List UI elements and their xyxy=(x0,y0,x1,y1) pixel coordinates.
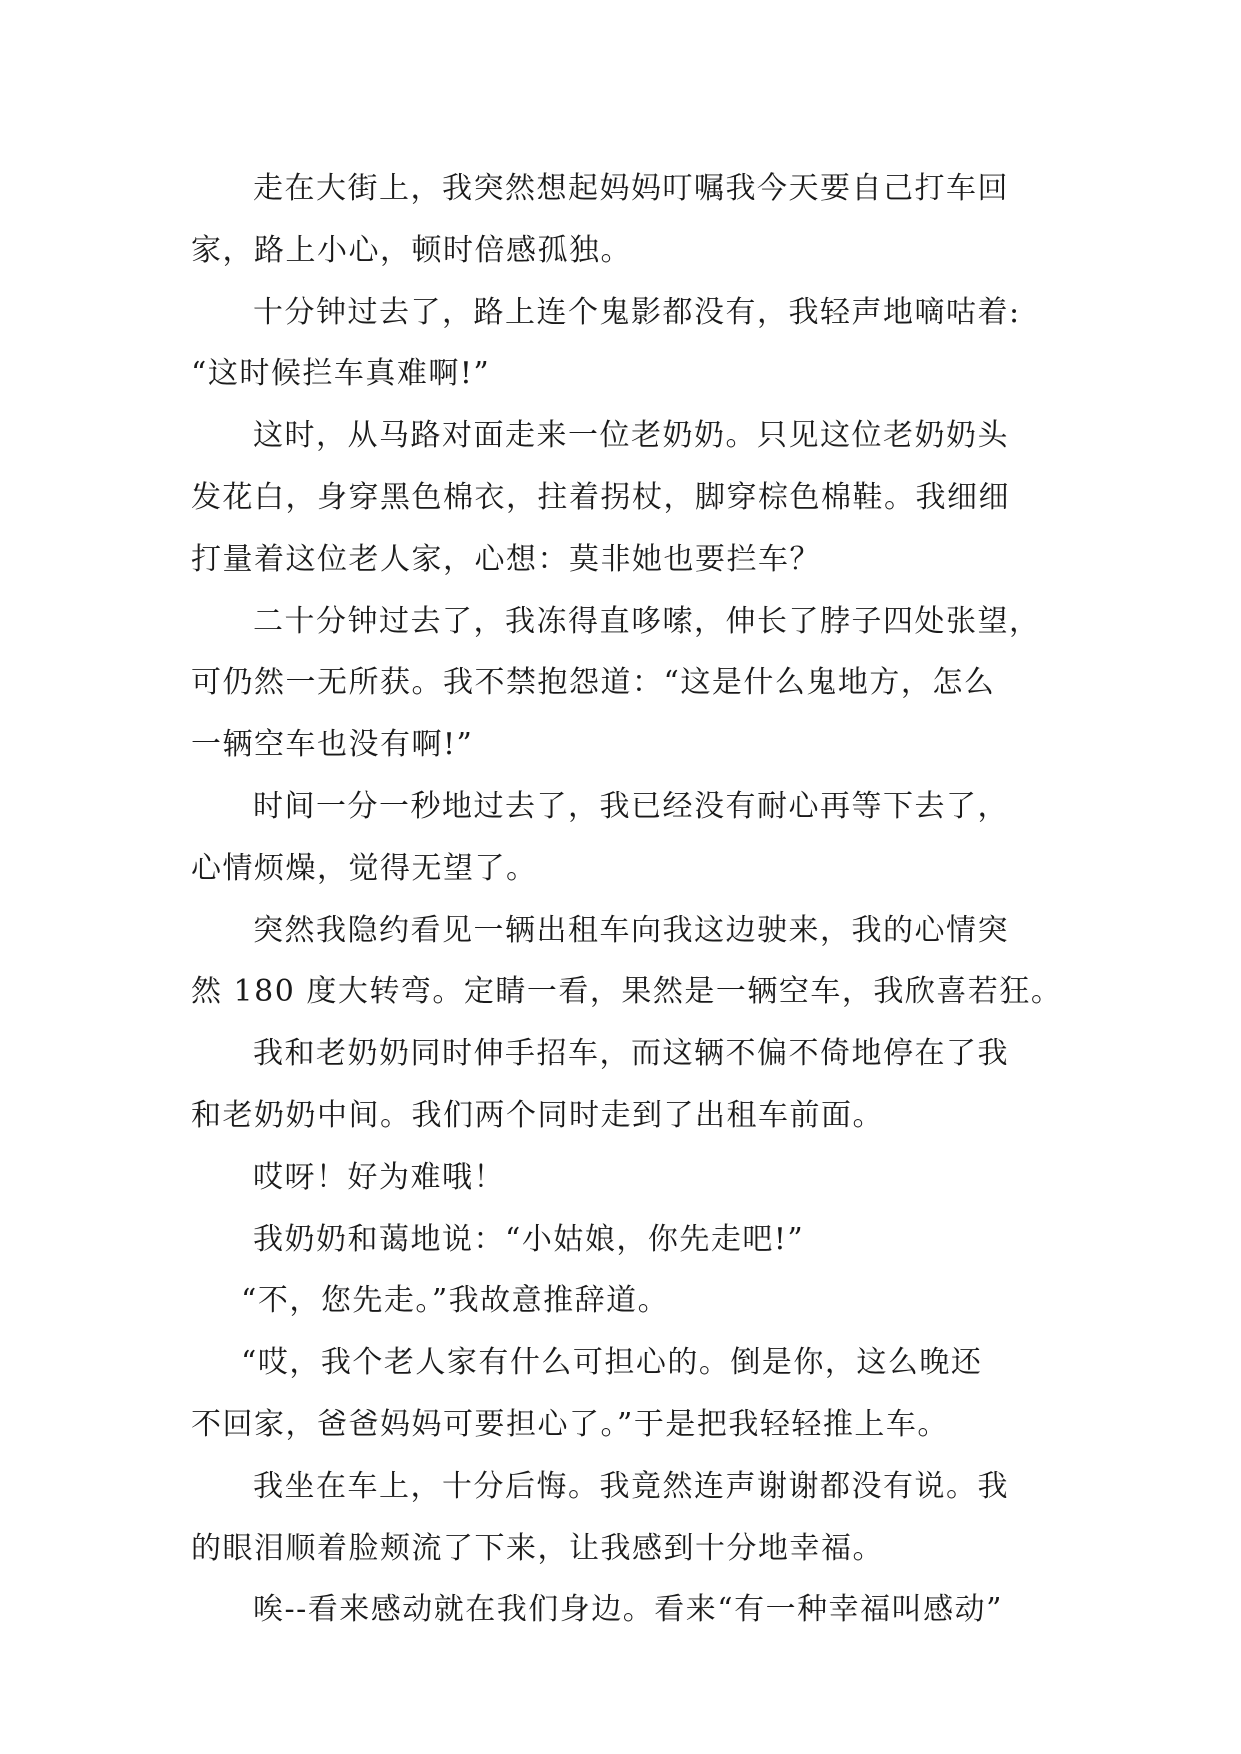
paragraph-line: “哎，我个老人家有什么可担心的。倒是你，这么晚还 xyxy=(241,1345,983,1381)
paragraph xyxy=(191,776,1051,900)
paragraph-line: 然 180 度大转弯。定睛一看，果然是一辆空车，我欣喜若狂。 xyxy=(191,974,1063,1010)
paragraph xyxy=(191,591,1051,776)
essay-body xyxy=(191,158,1063,1641)
paragraph-line: 心情烦燥，觉得无望了。 xyxy=(191,850,538,886)
paragraph-line: 一辆空车也没有啊!” xyxy=(191,727,474,763)
paragraph xyxy=(191,158,1051,282)
paragraph-line: 二十分钟过去了，我冻得直哆嗦，伸长了脖子四处张望， xyxy=(253,603,1041,639)
paragraph-line: 不回家，爸爸妈妈可要担心了。”于是把我轻轻推上车。 xyxy=(191,1406,949,1442)
paragraph xyxy=(191,1270,1051,1332)
paragraph xyxy=(191,282,1051,406)
paragraph-line: 走在大街上，我突然想起妈妈叮嘱我今天要自己打车回 xyxy=(253,171,1009,206)
paragraph xyxy=(191,1023,1051,1147)
paragraph xyxy=(191,1147,1051,1209)
paragraph-line: 发花白，身穿黑色棉衣，拄着拐杖，脚穿棕色棉鞋。我细细 xyxy=(191,479,1010,515)
paragraph xyxy=(191,405,1051,590)
paragraph-line: 时间一分一秒地过去了，我已经没有耐心再等下去了， xyxy=(253,788,1009,824)
paragraph-line: 的眼泪顺着脸颊流了下来，让我感到十分地幸福。 xyxy=(191,1530,884,1566)
paragraph-line: 我坐在车上，十分后悔。我竟然连声谢谢都没有说。我 xyxy=(253,1468,1009,1504)
paragraph-line: 我和老奶奶同时伸手招车，而这辆不偏不倚地停在了我 xyxy=(253,1036,1009,1072)
paragraph-line: 家，路上小心，顿时倍感孤独。 xyxy=(191,232,632,268)
paragraph-line: 唉--看来感动就在我们身边。看来“有一种幸福叫感动” xyxy=(253,1592,1003,1628)
paragraph-line: “不，您先走。”我故意推辞道。 xyxy=(241,1283,670,1319)
paragraph-line: 这时，从马路对面走来一位老奶奶。只见这位老奶奶头 xyxy=(253,418,1009,454)
paragraph-line: “这时候拦车真难啊!” xyxy=(191,356,491,392)
paragraph-line: 可仍然一无所获。我不禁抱怨道：“这是什么鬼地方，怎么 xyxy=(191,665,996,701)
paragraph xyxy=(191,1579,1051,1641)
paragraph xyxy=(191,900,1063,1024)
paragraph-line: 哎呀！好为难哦！ xyxy=(253,1159,505,1195)
paragraph-line: 突然我隐约看见一辆出租车向我这边驶来，我的心情突 xyxy=(253,912,1009,948)
paragraph-line: 十分钟过去了，路上连个鬼影都没有，我轻声地嘀咕着: xyxy=(253,294,1021,330)
paragraph-line: 我奶奶和蔼地说：“小姑娘，你先走吧!” xyxy=(253,1221,805,1257)
paragraph xyxy=(191,1209,1051,1271)
paragraph xyxy=(191,1456,1051,1580)
paragraph-line: 和老奶奶中间。我们两个同时走到了出租车前面。 xyxy=(191,1097,884,1133)
paragraph-line: 打量着这位老人家，心想：莫非她也要拦车？ xyxy=(191,541,821,577)
paragraph xyxy=(191,1332,1051,1456)
